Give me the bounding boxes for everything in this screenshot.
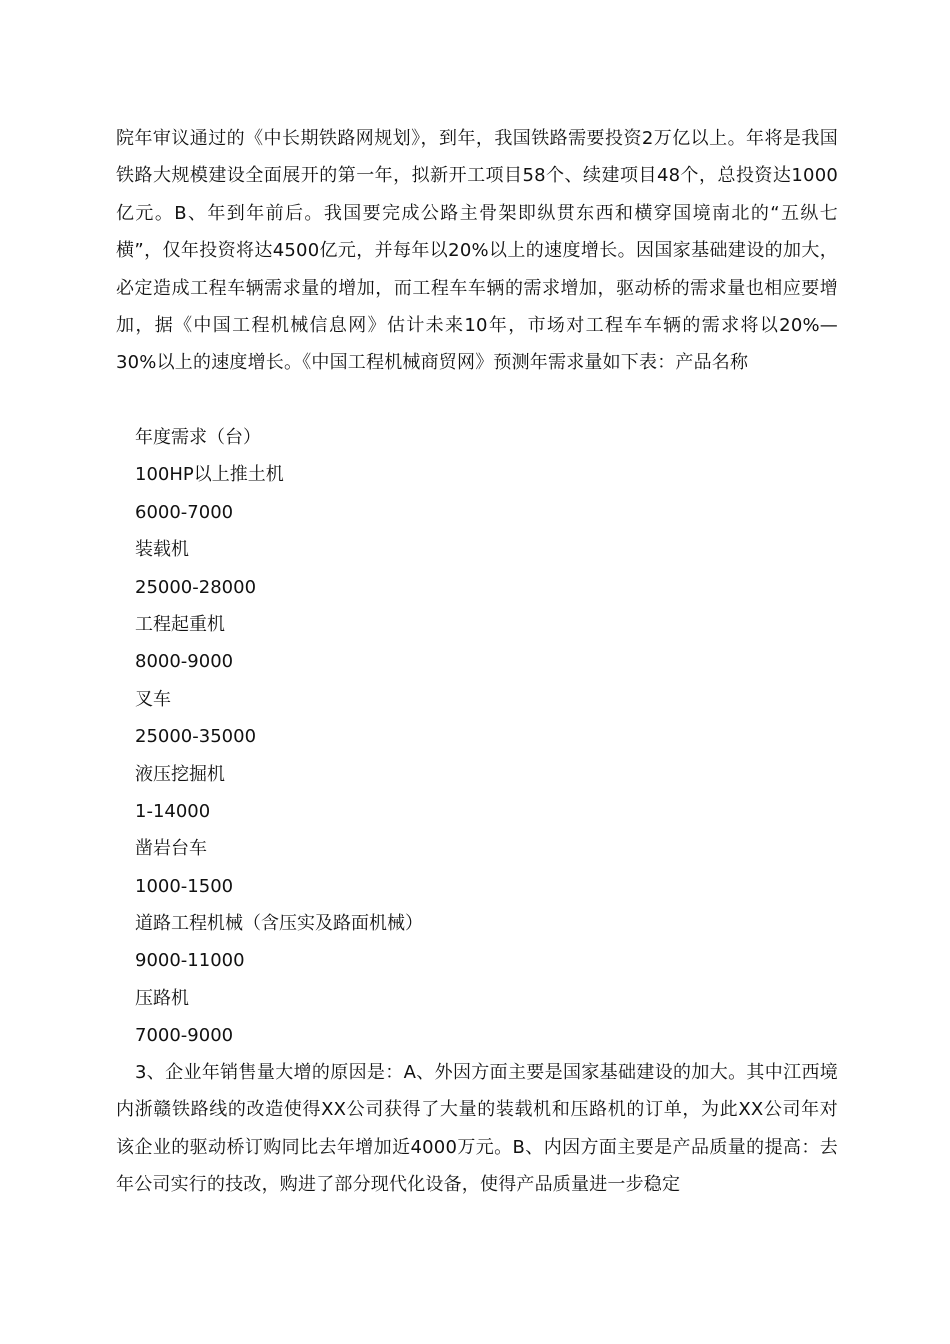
table-product: 工程起重机 xyxy=(135,613,225,635)
table-demand-value: 9000-11000 xyxy=(135,950,245,972)
demand-table xyxy=(135,419,423,1055)
table-demand-value: 1-14000 xyxy=(135,800,211,822)
table-header-demand: 年度需求（台） xyxy=(135,427,261,448)
table-product: 叉车 xyxy=(135,688,171,710)
paragraph-intro: 院年审议通过的《中长期铁路网规划》，到年，我国铁路需要投资2万亿以上。年将是我国铁路大规模建设全面展开的第一年，拟新开工项目58个、续建项目48个，总投资达1000亿元。B、年到年前后。我国要完成公路主骨架即纵贯东西和横穿国境南北的“五纵七横”，仅年投资将达4500亿元，并每年以20%以上的速度增长。因国家基础建设的加大，必定造成工程车辆需求量的增加，而工程车车辆的需求增加，驱动桥的需求量也相应要增加，据《中国工程机械信息网》估计未来10年，市场对工程车车辆的需求将以20%—30%以上的速度增长。《中国工程机械商贸网》预测年需求量如下表：产品名称 xyxy=(116,128,838,374)
table-demand-value: 1000-1500 xyxy=(135,875,234,897)
table-product: 100HP以上推土机 xyxy=(135,464,284,486)
table-product: 装载机 xyxy=(135,539,189,561)
table-demand-value: 25000-35000 xyxy=(135,726,257,748)
table-product: 液压挖掘机 xyxy=(135,763,225,785)
table-product: 凿岩台车 xyxy=(135,838,207,860)
table-demand-value: 8000-9000 xyxy=(135,651,234,673)
paragraph-sales-reasons: 3、企业年销售量大增的原因是：A、外因方面主要是国家基础建设的加大。其中江西境内浙赣铁路线的改造使得XX公司获得了大量的装载机和压路机的订单，为此XX公司年对该企业的驱动桥订购同比去年增加近4000万元。B、内因方面主要是产品质量的提高：去年公司实行的技改，购进了部分现代化设备，使得产品质量进一步稳定 xyxy=(116,1062,838,1196)
table-demand-value: 25000-28000 xyxy=(135,576,257,598)
table-product: 道路工程机械（含压实及路面机械） xyxy=(135,913,423,935)
table-product: 压路机 xyxy=(135,987,189,1009)
table-demand-value: 6000-7000 xyxy=(135,501,234,523)
table-demand-value: 7000-9000 xyxy=(135,1025,234,1047)
